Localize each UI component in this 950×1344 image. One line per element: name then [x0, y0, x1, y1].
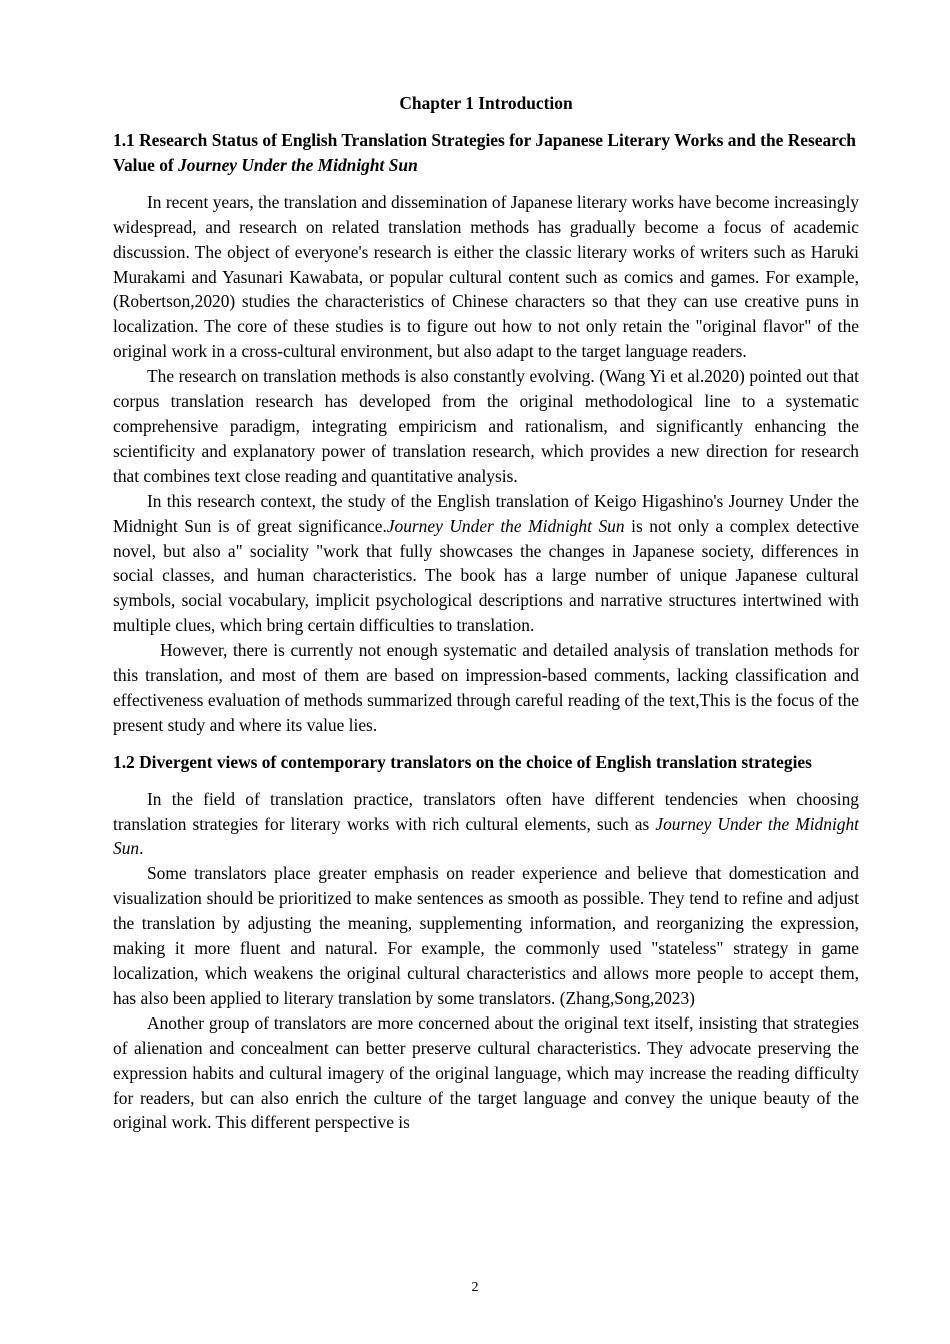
document-page	[113, 88, 859, 1135]
section-1-heading-italic: Journey Under the Midnight Sun	[178, 154, 418, 175]
section-2-paragraph-2: Some translators place greater emphasis on reader experience and believe that domestication and visualization should be prioritized to make sentences as smooth as possible. They tend to refine and adjust the translation by adjusting the meaning, supplementing information, and reorganizing the expression, making it more fluent and natural. For example, the commonly used "stateless" strategy in game localization, which weakens the original cultural characteristics and allows more people to accept them, has also been applied to literary translation by some translators. (Zhang,Song,2023)	[113, 863, 859, 1008]
section-1-paragraph-1: In recent years, the translation and dissemination of Japanese literary works have become increasingly widespread, and research on related translation methods has gradually become a focus of academic discussion. The object of everyone's research is either the classic literary works of writers such as Haruki Murakami and Yasunari Kawabata, or popular cultural content such as comics and games. For example, (Robertson,2020) studies the characteristics of Chinese characters so that they can use creative puns in localization. The core of these studies is to figure out how to not only retain the "original flavor" of the original work in a cross-cultural environment, but also adapt to the target language readers.	[113, 191, 859, 362]
section-1-paragraph-2: The research on translation methods is also constantly evolving. (Wang Yi et al.2020) pointed out that corpus translation research has developed from the original methodological line to a systematic comprehensive paradigm, integrating empiricism and rationalism, and significantly enhancing the scientificity and explanatory power of translation research, which provides a new direction for research that combines text close reading and quantitative analysis.	[113, 366, 859, 486]
paragraph-text: .	[139, 838, 144, 859]
page-number: 2	[471, 1280, 479, 1295]
section-1-paragraph-3	[113, 489, 859, 638]
section-2-heading: 1.2 Divergent views of contemporary translators on the choice of English translation strategies	[113, 751, 812, 772]
chapter-title: Chapter 1 Introduction	[399, 93, 573, 113]
book-title-italic: Journey Under the Midnight Sun	[113, 813, 860, 859]
section-2-paragraph-3: Another group of translators are more concerned about the original text itself, insisting that strategies of alienation and concealment can better preserve cultural characteristics. They advocate preserving the expression habits and cultural imagery of the original language, which may increase the reading difficulty for readers, but can also enrich the culture of the target language and convey the unique beauty of the original work. This different perspective is	[113, 1012, 859, 1133]
section-1-heading	[113, 128, 859, 178]
section-2-paragraph-1	[113, 787, 859, 862]
book-title-italic: Journey Under the Midnight Sun	[386, 515, 625, 536]
section-1-paragraph-4: However, there is currently not enough systematic and detailed analysis of translation methods for this translation, and most of them are based on impression-based comments, lacking classification and effectiveness evaluation of methods summarized through careful reading of the text,This is the focus of the present study and where its value lies.	[113, 640, 859, 735]
paragraph-text: In the field of translation practice, translators often have different tendencies when choosing translation strategies for literary works with rich cultural elements, such as	[113, 788, 859, 834]
section-1-heading-text: 1.1 Research Status of English Translation Strategies for Japanese Literary Works and the Research Value of	[113, 130, 856, 175]
paragraph-text: is not only a complex detective novel, but also a" sociality "work that fully showcases the changes in Japanese society, differences in social classes, and human characteristics. The book has a large number of unique Japanese cultural symbols, social vocabulary, implicit psychological descriptions and narrative structures intertwined with multiple clues, which bring certain difficulties to translation.	[113, 515, 859, 636]
paragraph-text: In this research context, the study of the English translation of Keigo Higashino's Journey Under the Midnight Sun is of great significance.	[113, 490, 859, 536]
